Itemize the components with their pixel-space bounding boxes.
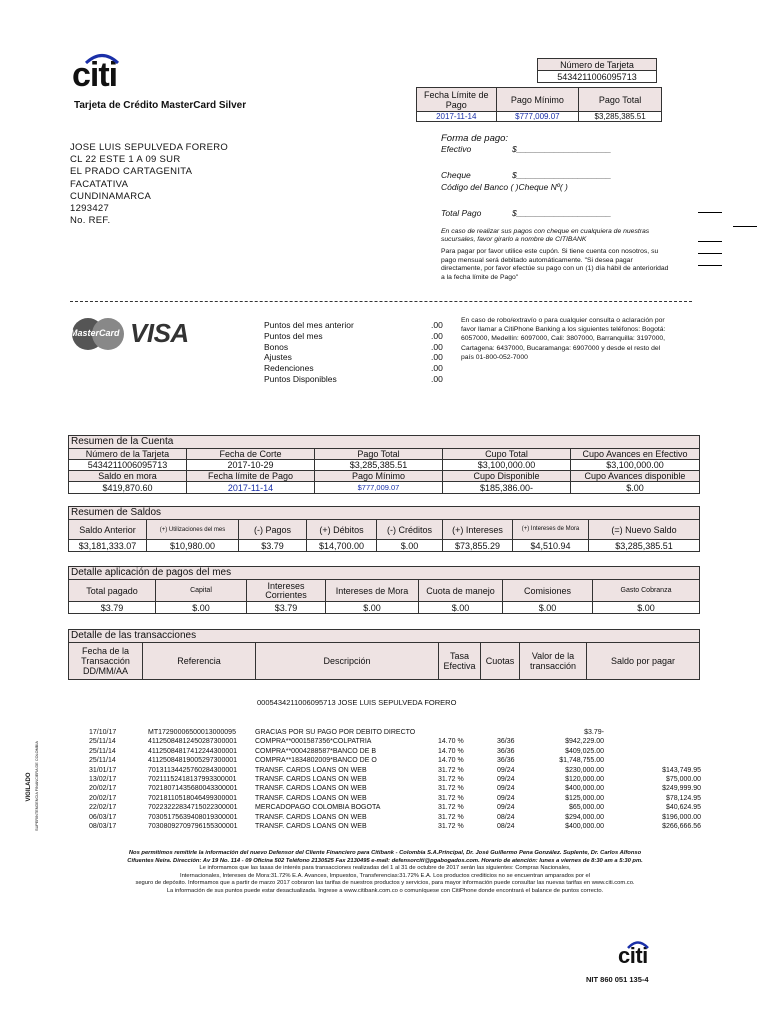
tx-date: 25/11/14 <box>89 738 116 746</box>
transactions-header-table <box>68 642 700 680</box>
points-value: .00 <box>431 320 443 330</box>
tx-reference: 70223222834715022300001 <box>148 804 238 812</box>
tx-rate: 31.72 % <box>438 776 464 783</box>
interest: $73,855.29 <box>443 540 513 552</box>
customer-address <box>70 142 228 227</box>
tx-date: 25/11/14 <box>89 747 116 755</box>
footer-citi-logo <box>618 945 648 967</box>
payment-detail-table <box>68 579 700 614</box>
col-date: Fecha de la Transacción DD/MM/AA <box>69 643 143 680</box>
tx-rate: 31.72 % <box>438 766 464 774</box>
late-interest: $4,510.94 <box>513 540 589 552</box>
brand-text: citi <box>72 56 118 94</box>
tx-amount: $400,000.00 <box>565 785 604 793</box>
tx-installments: 08/24 <box>497 823 515 830</box>
col-label: (=) Nuevo Saldo <box>589 520 700 540</box>
col-label: (+) Intereses <box>443 520 513 540</box>
col-label: Cupo Avances en Efectivo <box>571 449 700 460</box>
due-date-value: 2017-11-14 <box>417 112 497 122</box>
table-row <box>0 737 768 746</box>
footer-brand-text: citi <box>618 943 648 968</box>
tx-balance: $75,000.00 <box>665 776 701 783</box>
min-payment-value: $777,009.07 <box>496 112 579 122</box>
fees-line: seguro de depósito. Informamos que a partir de marzo 2017 cobraron las tarifas de nuestros productos y servicios, para mayor información puede consultar las nuevas tarifas en www.citi.com.co. <box>135 880 635 887</box>
tx-rate: 31.72 % <box>438 823 464 830</box>
check-field[interactable]: $____________________ <box>512 170 612 180</box>
tx-description: TRANSF. CARDS LOANS ON WEB <box>255 794 367 802</box>
balance-summary-table <box>68 519 700 552</box>
late-interest: $.00 <box>326 602 419 614</box>
table-row <box>0 747 768 756</box>
cut-line <box>70 301 692 302</box>
points-value: .00 <box>431 363 443 374</box>
account-summary-table <box>68 448 700 494</box>
col-label: Intereses Corrientes <box>247 580 326 602</box>
due-date-label: Fecha Límite de Pago <box>417 88 497 112</box>
tx-description: TRANSF. CARDS LOANS ON WEB <box>255 785 367 793</box>
tx-amount: $942,229.00 <box>565 738 604 746</box>
tx-date: 06/03/17 <box>89 813 117 821</box>
table-row <box>0 794 768 803</box>
col-label: Intereses de Mora <box>326 580 419 602</box>
tx-amount: $230,000.00 <box>565 766 604 774</box>
new-balance: $3,285,385.51 <box>589 540 700 552</box>
check-label: Cheque <box>441 170 471 180</box>
tx-installments: 09/24 <box>497 776 515 783</box>
tx-amount: $65,000.00 <box>568 804 604 812</box>
tx-installments: 09/24 <box>497 766 515 774</box>
tx-reference: 70218071435680043300001 <box>148 785 238 793</box>
vigilado-text: VIGILADO <box>26 772 32 802</box>
tx-description: COMPRA**0001587356*COLPATRIA <box>255 738 372 746</box>
table-row <box>0 756 768 765</box>
points-label: Puntos del mes <box>264 330 323 341</box>
tx-reference: 70308092709796155300001 <box>148 823 238 830</box>
card-number-box <box>537 58 657 83</box>
nit-number: NIT 860 051 135-4 <box>586 975 649 984</box>
tx-description: TRANSF. CARDS LOANS ON WEB <box>255 823 367 830</box>
available-advance: $.00 <box>571 482 700 494</box>
due-date: 2017-11-14 <box>187 482 315 494</box>
col-amount: Valor de la transacción <box>520 643 587 680</box>
col-label: (+) Intereses de Mora <box>513 520 589 540</box>
mastercard-text: MasterCard <box>70 328 120 338</box>
tx-amount: $294,000.00 <box>565 813 604 821</box>
tx-description: MERCADOPAGO COLOMBIA BOGOTA <box>255 804 381 812</box>
margin-mark <box>698 265 722 266</box>
col-label: (+) Débitos <box>307 520 377 540</box>
points-label: Puntos Disponibles <box>264 373 337 384</box>
bank-code-field[interactable]: Código del Banco ( )Cheque Nº( ) <box>441 182 568 192</box>
tx-reference: 70211152418137993300001 <box>148 776 237 783</box>
address-city: FACATATIVA <box>70 178 129 190</box>
card-number-value: 5434211006095713 <box>538 71 657 83</box>
footer-notes <box>60 850 710 896</box>
col-label: Capital <box>156 580 247 602</box>
col-label: Cupo Disponible <box>443 471 571 482</box>
reference-number: No. REF. <box>70 215 111 227</box>
tx-installments: 09/24 <box>497 785 515 793</box>
section-title-balance-summary: Resumen de Saldos <box>68 506 700 519</box>
points-value: .00 <box>431 341 443 352</box>
col-reference: Referencia <box>143 643 256 680</box>
handling-fee: $.00 <box>419 602 503 614</box>
tx-installments: 36/36 <box>497 757 515 765</box>
section-title-payment-detail: Detalle aplicación de pagos del mes <box>68 566 700 579</box>
points-label: Puntos del mes anterior <box>264 320 354 330</box>
tx-balance: $196,000.00 <box>662 813 701 821</box>
tx-installments: 08/24 <box>497 813 515 821</box>
card-number: 5434211006095713 <box>69 460 187 471</box>
section-title-account-summary: Resumen de la Cuenta <box>68 435 700 448</box>
col-label: Saldo en mora <box>69 471 187 482</box>
table-row <box>0 822 768 831</box>
margin-mark <box>698 241 722 242</box>
tx-installments: 36/36 <box>497 738 515 746</box>
tx-amount: $125,000.00 <box>565 794 604 802</box>
col-label: Fecha de Corte <box>187 449 315 460</box>
previous-balance: $3,181,333.07 <box>69 540 147 552</box>
rates-line: Le informamos que las tasas de interés para transacciones realizadas del 1 al 31 de octubre de 2017 serán las siguientes: Compras Nacionales, <box>199 865 571 872</box>
col-rate: Tasa Efectiva <box>439 643 481 680</box>
rates-line: Internacionales, Intereses de Mora:31.72% E.A. Avances, Impuestos, Transferencias:31.72% E.A. Los productos crediticios no se encuentran amparados por el <box>179 872 591 879</box>
col-label: (-) Pagos <box>239 520 307 540</box>
tx-balance: $78,124.95 <box>665 794 701 802</box>
address-state: CUNDINAMARCA <box>70 190 152 202</box>
col-label: Saldo Anterior <box>69 520 147 540</box>
points-label: Bonos <box>264 341 289 352</box>
citi-logo <box>72 58 117 92</box>
tx-reference: MT17290006500013000095 <box>148 729 236 736</box>
tx-rate: 14.70 % <box>438 738 464 746</box>
col-label: Pago Total <box>315 449 443 460</box>
col-label: Cupo Total <box>443 449 571 460</box>
table-row <box>0 803 768 812</box>
col-label: Cupo Avances disponible <box>571 471 700 482</box>
tx-reference: 70218110518046499300001 <box>148 794 238 802</box>
tx-rate: 31.72 % <box>438 794 464 802</box>
points-label: Ajustes <box>264 352 292 363</box>
credits: $.00 <box>377 540 443 552</box>
tx-description: TRANSF. CARDS LOANS ON WEB <box>255 766 367 774</box>
superintendencia-text: SUPERINTENDENCIA FINANCIERA DE COLOMBIA <box>35 741 39 831</box>
current-interest: $3.79 <box>247 602 326 614</box>
ombudsman-line: Cifuentes Neira. Dirección: Av 19 No. 114 - 09 Oficina 502 Teléfono 2130525 Fax 2130495 e-mail: defensorciti@pgabogados.com. Horario de atención: lunes a viernes de 8:30 am a 5:30 pm. <box>127 857 643 864</box>
product-name: Tarjeta de Crédito MasterCard Silver <box>74 100 247 111</box>
payments: $3.79 <box>239 540 307 552</box>
cut-date: 2017-10-29 <box>187 460 315 471</box>
tx-amount: $3.79- <box>584 729 604 736</box>
address-line: CL 22 ESTE 1 A 09 SUR <box>70 154 181 166</box>
col-label: Número de la Tarjeta <box>69 449 187 460</box>
tx-balance: $266,666.56 <box>662 823 701 830</box>
table-row <box>0 784 768 793</box>
tx-amount: $400,000.00 <box>565 823 604 830</box>
tx-balance: $143,749.95 <box>662 766 701 774</box>
tx-date: 08/03/17 <box>89 823 117 830</box>
address-line: EL PRADO CARTAGENITA <box>70 166 193 178</box>
total-payment: $3,285,385.51 <box>315 460 443 471</box>
margin-mark <box>733 226 757 227</box>
tx-rate: 14.70 % <box>438 757 464 765</box>
tx-reference: 41125084819005297300001 <box>148 757 238 765</box>
total-field[interactable]: $____________________ <box>512 208 612 218</box>
address-code: 1293427 <box>70 203 110 215</box>
check-note: En caso de realizar sus pagos con cheque en cualquiera de nuestras sucursales, favor girarlo a nombre de CITIBANK <box>441 228 650 243</box>
tx-date: 20/02/17 <box>89 794 117 802</box>
col-label: (+) Utilizaciones del mes <box>147 520 239 540</box>
card-number-label: Número de Tarjeta <box>538 59 657 71</box>
tx-rate: 31.72 % <box>438 804 464 812</box>
points-labels <box>264 320 354 385</box>
cash-advance-limit: $3,100,000.00 <box>571 460 700 471</box>
tx-date: 31/01/17 <box>89 766 117 774</box>
margin-mark <box>698 212 722 213</box>
col-label: Cuota de manejo <box>419 580 503 602</box>
total-paid: $3.79 <box>69 602 156 614</box>
tx-date: 20/02/17 <box>89 785 117 793</box>
points-value: .00 <box>431 373 443 384</box>
payment-form <box>441 133 671 282</box>
available-credit: $185,386.00- <box>443 482 571 494</box>
tx-amount: $1,748,755.00 <box>559 757 604 765</box>
total-payment-label: Pago Total <box>579 88 662 112</box>
points-value: .00 <box>431 330 443 341</box>
tx-date: 17/10/17 <box>89 729 117 736</box>
citi-arc-icon <box>626 940 650 949</box>
col-label: Gasto Cobranza <box>593 580 700 602</box>
points-label: Redenciones <box>264 363 314 374</box>
overdue-balance: $419,870.60 <box>69 482 187 494</box>
collection-cost: $.00 <box>593 602 700 614</box>
tx-date: 13/02/17 <box>89 776 117 783</box>
tx-description: COMPRA**1834802009*BANCO DE O <box>255 757 377 765</box>
tx-reference: 70131134425760284300001 <box>148 766 238 774</box>
tx-balance: $249,999.90 <box>662 785 701 793</box>
tx-installments: 09/24 <box>497 804 515 812</box>
tx-installments: 36/36 <box>497 747 515 755</box>
tx-date: 25/11/14 <box>89 757 116 765</box>
col-label: Total pagado <box>69 580 156 602</box>
table-row <box>0 813 768 822</box>
table-row <box>0 728 768 737</box>
tx-description: GRACIAS POR SU PAGO POR DEBITO DIRECTO <box>255 729 416 736</box>
ombudsman-line: Nos permitimos remitirle la información del nuevo Defensor del Cliente Financiero para Citibank - Colombia S.A.Principal, Dr. José Guillermo Pena González. Suplente, Dr. Carlos Alfonso <box>128 850 642 856</box>
debits: $14,700.00 <box>307 540 377 552</box>
cash-label: Efectivo <box>441 144 472 154</box>
tx-installments: 09/24 <box>497 794 515 802</box>
total-payment-value: $3,285,385.51 <box>579 112 662 122</box>
credit-limit: $3,100,000.00 <box>443 460 571 471</box>
col-label: (-) Créditos <box>377 520 443 540</box>
citi-arc-icon <box>84 52 120 64</box>
col-label: Pago Mínimo <box>315 471 443 482</box>
customer-name: JOSE LUIS SEPULVEDA FORERO <box>70 142 229 153</box>
payment-summary-box <box>416 87 662 122</box>
total-label: Total Pago <box>441 208 482 218</box>
col-label: Comisiones <box>503 580 593 602</box>
visa-logo: VISA <box>130 318 189 348</box>
col-description: Descripción <box>256 643 439 680</box>
points-value: .00 <box>431 352 443 363</box>
col-installments: Cuotas <box>481 643 520 680</box>
table-row <box>0 766 768 775</box>
points-values <box>431 320 443 385</box>
col-label: Fecha límite de Pago <box>187 471 315 482</box>
tx-reference: 41125084817412244300001 <box>148 747 238 755</box>
payment-form-title: Forma de pago: <box>441 133 509 144</box>
card-holder-line: 0005434211006095713 JOSE LUIS SEPULVEDA FORERO <box>257 698 457 707</box>
commissions: $.00 <box>503 602 593 614</box>
tx-rate: 31.72 % <box>438 813 464 821</box>
points-note-line: La información de sus puntos puede estar desactualizada. Ingrese a www.citibank.com.co o comuníquese con CitiPhone donde encontrará el balance de puntos correcto. <box>166 887 604 894</box>
tx-balance: $40,624.95 <box>665 804 701 812</box>
capital: $.00 <box>156 602 247 614</box>
table-row <box>0 775 768 784</box>
tx-description: TRANSF. CARDS LOANS ON WEB <box>255 813 367 821</box>
month-usage: $10,980.00 <box>147 540 239 552</box>
tx-rate: 31.72 % <box>438 785 464 793</box>
tx-description: TRANSF. CARDS LOANS ON WEB <box>255 776 367 783</box>
cash-field[interactable]: $____________________ <box>512 144 612 154</box>
tx-reference: 41125084812450287300001 <box>148 738 238 746</box>
payment-note: Para pagar por favor utilice este cupón. Si tiene cuenta con nosotros, su pago mensual será debitado automáticamente. "Si desea pagar directamente, por favor efectúe su pago con un (1) día hábil de anterioridad a la fecha límite de Pago" <box>441 248 669 281</box>
tx-reference: 70305175639408019300001 <box>148 813 238 821</box>
contact-info: En caso de robo/extravío o para cualquier consulta o aclaración por favor llamar a CitiPhone Banking a los siguientes teléfonos: Bogotá: 6057000, Medellín: 6097000, Cali: 3807000, Barranquilla: 3197000, Cartagena: 6437000, Bucaramanga: 6907000 y desde el resto del país 01-800-052-7000 <box>461 317 666 361</box>
tx-rate: 14.70 % <box>438 747 464 755</box>
tx-amount: $120,000.00 <box>565 776 604 783</box>
section-title-transactions: Detalle de las transacciones <box>68 629 700 642</box>
min-payment: $777,009.07 <box>315 482 443 494</box>
col-balance: Saldo por pagar <box>587 643 700 680</box>
margin-mark <box>698 253 722 254</box>
vigilado-badge <box>14 741 44 838</box>
min-payment-label: Pago Mínimo <box>496 88 579 112</box>
tx-amount: $409,025.00 <box>565 747 604 755</box>
tx-date: 22/02/17 <box>89 804 117 812</box>
transactions-list <box>0 728 768 833</box>
tx-description: COMPRA**0004288587*BANCO DE B <box>255 747 377 755</box>
mastercard-logo <box>68 316 128 352</box>
